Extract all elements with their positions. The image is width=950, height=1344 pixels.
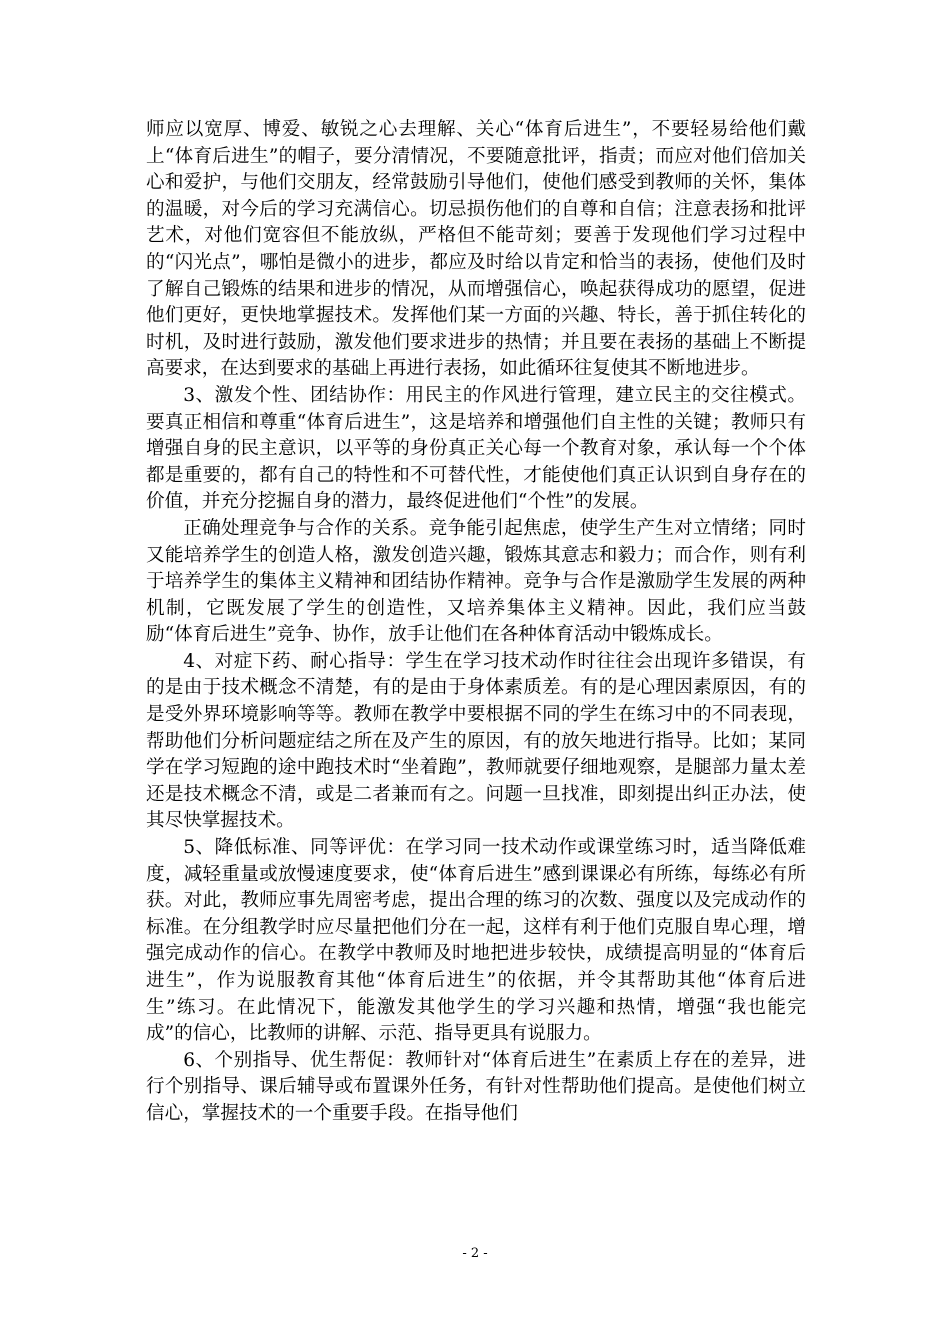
paragraph-competition-cooperation: 正确处理竞争与合作的关系。竞争能引起焦虑，使学生产生对立情绪；同时又能培养学生的创造人格，激发创造兴趣，锻炼其意志和毅力；而合作，则有利于培养学生的集体主义精神和团结协作精神。竞争与合作是激励学生发展的两种机制，它既发展了学生的创造性，又培养集体主义精神。因此，我们应当鼓励“体育后进生”竞争、协作，放手让他们在各种体育活动中锻炼成长。 <box>146 517 806 646</box>
paragraph-item-3: 3、激发个性、团结协作：用民主的作风进行管理，建立民主的交往模式。要真正相信和尊重“体育后进生”，这是培养和增强他们自主性的关键；教师只有增强自身的民主意识，以平等的身份真正关心每一个教育对象，承认每一个个体都是重要的，都有自己的特性和不可替代性，才能使他们真正认识到自身存在的价值，并充分挖掘自身的潜力，最终促进他们“个性”的发展。 <box>146 384 806 513</box>
paragraph-continuation: 师应以宽厚、博爱、敏锐之心去理解、关心“体育后进生”，不要轻易给他们戴上“体育后进生”的帽子，要分清情况，不要随意批评，指责；而应对他们倍加关心和爱护，与他们交朋友，经常鼓励引导他们，使他们感受到教师的关怀，集体的温暖，对今后的学习充满信心。切忌损伤他们的自尊和自信；注意表扬和批评艺术，对他们宽容但不能放纵，严格但不能苛刻；要善于发现他们学习过程中的“闪光点”，哪怕是微小的进步，都应及时给以肯定和恰当的表扬，使他们及时了解自己锻炼的结果和进步的情况，从而增强信心，唤起获得成功的愿望，促进他们更好，更快地掌握技术。发挥他们某一方面的兴趣、特长，善于抓住转化的时机，及时进行鼓励，激发他们要求进步的热情；并且要在表扬的基础上不断提高要求，在达到要求的基础上再进行表扬，如此循环往复使其不断地进步。 <box>146 119 806 380</box>
page-number: - 2 - <box>462 1246 488 1261</box>
paragraph-item-6: 6、个别指导、优生帮促：教师针对“体育后进生”在素质上存在的差异，进行个别指导、课后辅导或布置课外任务，有针对性帮助他们提高。是使他们树立信心，掌握技术的一个重要手段。在指导他们 <box>146 1049 806 1124</box>
body-text <box>146 117 806 1128</box>
paragraph-item-5: 5、降低标准、同等评优：在学习同一技术动作或课堂练习时，适当降低难度，减轻重量或放慢速度要求，使“体育后进生”感到课课必有所练，每练必有所获。对此，教师应事先周密考虑，提出合理的练习的次数、强度以及完成动作的标准。在分组教学时应尽量把他们分在一起，这样有利于他们克服自卑心理，增强完成动作的信心。在教学中教师及时地把进步较快，成绩提高明显的“体育后进生”，作为说服教育其他“体育后进生”的依据，并令其帮助其他“体育后进生”练习。在此情况下，能激发其他学生的学习兴趣和热情，增强“我也能完成”的信心，比教师的讲解、示范、指导更具有说服力。 <box>146 837 806 1045</box>
paragraph-item-4: 4、对症下药、耐心指导：学生在学习技术动作时往往会出现许多错误，有的是由于技术概念不清楚，有的是由于身体素质差。有的是心理因素原因，有的是受外界环境影响等等。教师在教学中要根据不同的学生在练习中的不同表现，帮助他们分析问题症结之所在及产生的原因，有的放矢地进行指导。比如；某同学在学习短跑的途中跑技术时“坐着跑”，教师就要仔细地观察，是腿部力量太差还是技术概念不清，或是二者兼而有之。问题一旦找准，即刻提出纠正办法，使其尽快掌握技术。 <box>146 650 806 832</box>
